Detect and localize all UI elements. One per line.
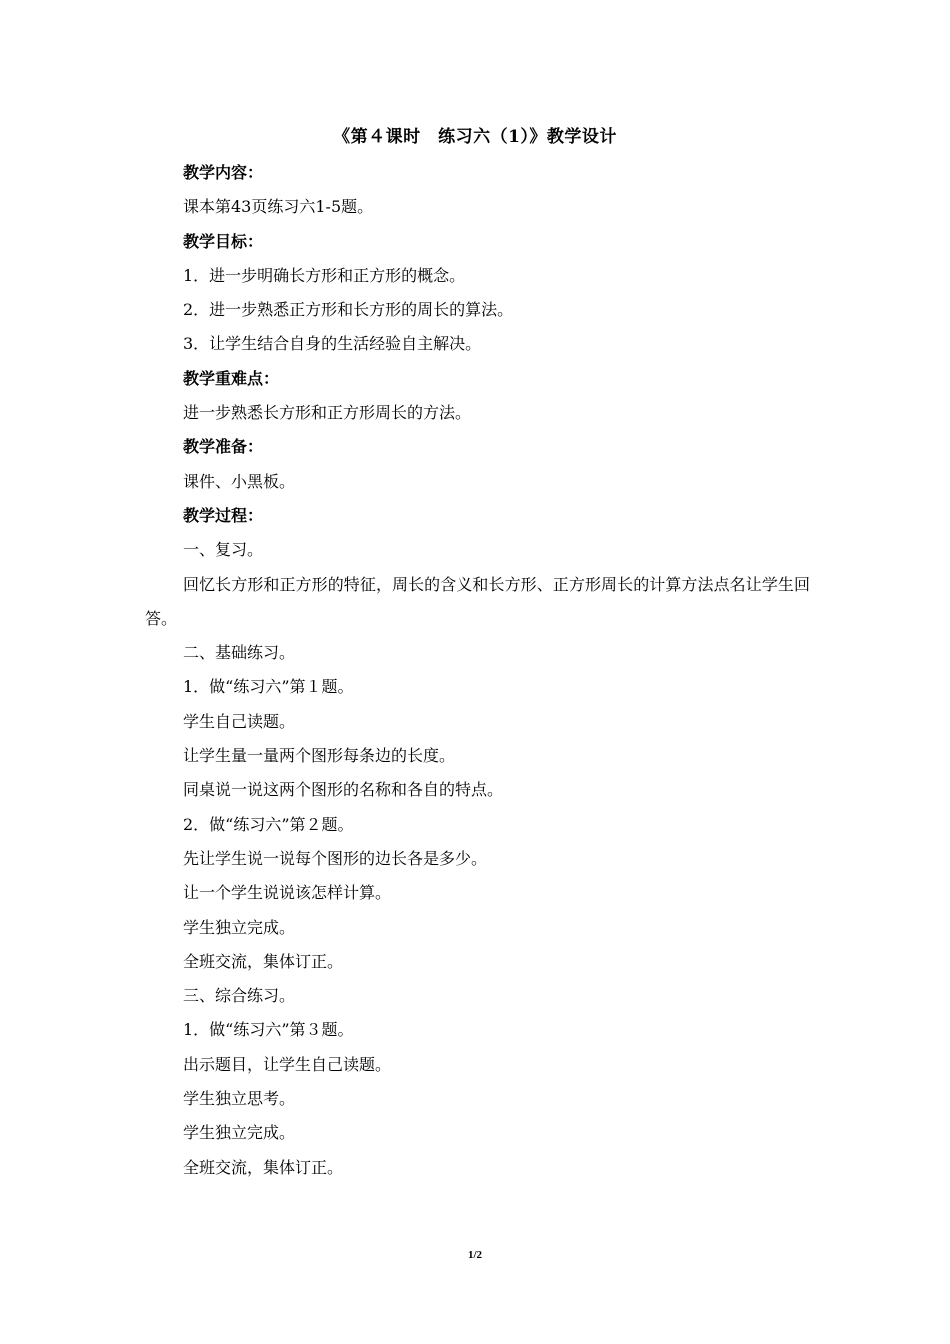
paragraph-line: 全班交流，集体订正。 [183, 1157, 344, 1177]
paragraph-line: 1．进一步明确长方形和正方形的概念。 [183, 265, 466, 285]
paragraph-line: 3．让学生结合自身的生活经验自主解决。 [183, 334, 482, 354]
paragraph-line: 学生独立完成。 [183, 917, 296, 937]
paragraph-line: 回忆长方形和正方形的特征，周长的含义和长方形、正方形周长的计算方法点名让学生回答。 [145, 574, 810, 628]
paragraph-line: 出示题目，让学生自己读题。 [183, 1054, 392, 1074]
paragraph-line: 1．做“练习六”第３题。 [183, 1020, 354, 1040]
paragraph-line: 2．做“练习六”第２题。 [183, 814, 354, 834]
paragraph-line: 三、综合练习。 [183, 986, 296, 1006]
paragraph-line: 让一个学生说说该怎样计算。 [183, 883, 392, 903]
section-heading: 教学内容： [183, 163, 264, 182]
paragraph-line: 一、复习。 [183, 540, 264, 560]
page-number: 1/2 [467, 1249, 483, 1261]
paragraph-line: 课本第43页练习六1-5题。 [183, 197, 374, 217]
document-body [145, 156, 810, 1185]
section-heading: 教学重难点： [183, 368, 280, 388]
paragraph-line: 先让学生说一说每个图形的边长各是多少。 [183, 848, 488, 868]
paragraph-line: 学生独立思考。 [183, 1089, 296, 1109]
paragraph-line: 1．做“练习六”第１题。 [183, 677, 354, 697]
paragraph-line: 进一步熟悉长方形和正方形周长的方法。 [183, 403, 472, 423]
section-heading: 教学目标： [183, 231, 264, 251]
section-heading: 教学过程： [183, 505, 264, 525]
paragraph-line: 让学生量一量两个图形每条边的长度。 [183, 746, 456, 766]
section-heading: 教学准备： [183, 437, 264, 457]
paragraph-line: 全班交流，集体订正。 [183, 951, 344, 971]
document-title: 《第４课时 练习六（1）》教学设计 [333, 127, 617, 147]
paragraph-line: 2．进一步熟悉正方形和长方形的周长的算法。 [183, 300, 514, 320]
paragraph-line: 学生自己读题。 [183, 711, 296, 731]
paragraph-line: 同桌说一说这两个图形的名称和各自的特点。 [183, 780, 504, 800]
paragraph-line: 二、基础练习。 [183, 643, 296, 663]
paragraph-line: 学生独立完成。 [183, 1123, 296, 1143]
paragraph-line: 课件、小黑板。 [183, 471, 296, 491]
